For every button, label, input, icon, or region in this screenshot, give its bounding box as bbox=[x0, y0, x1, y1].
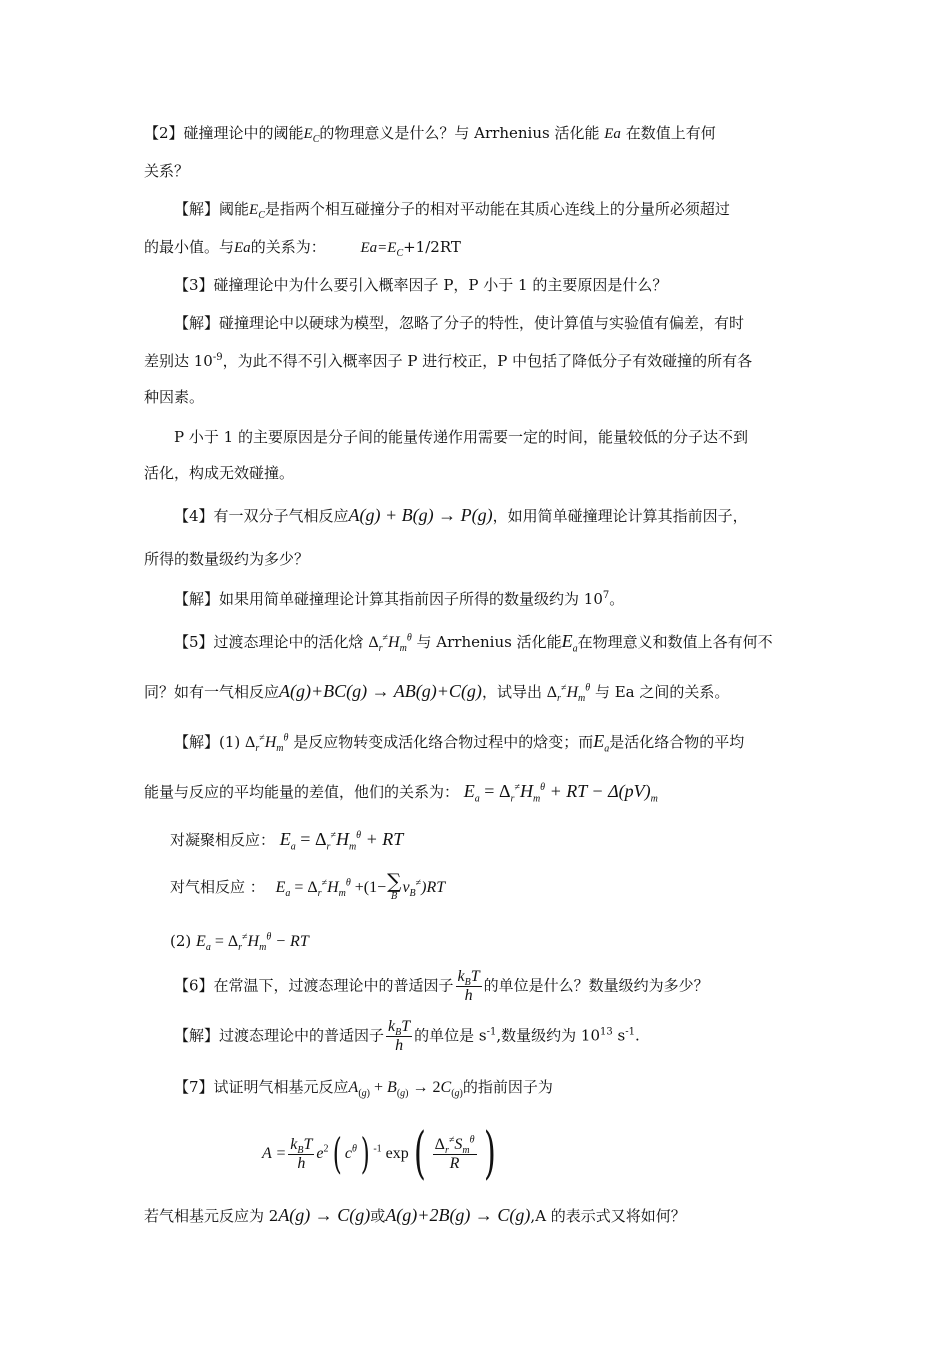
q5-reaction: A(g)+BC(g) → AB(g)+C(g) bbox=[279, 681, 482, 701]
q7-last-line: 若气相基元反应为 2A(g) → C(g)或A(g)+2B(g) → C(g),A 的表示式又将如何？ bbox=[144, 1205, 686, 1225]
activation-enthalpy-symbol: $\Delta_r^\ne H_m^\theta$ bbox=[368, 632, 412, 655]
q4-reaction: A(g) + B(g) → P(g) bbox=[348, 505, 493, 525]
q5-relation-general: $E_a = \Delta_r^\ne H_m^\theta$ + RT − $\Delta(pV)_m$ bbox=[463, 781, 658, 805]
summation-symbol: ∑ B bbox=[387, 869, 402, 902]
q2-line1: 【2】碰撞理论中的阈能$E_C$的物理意义是什么？与 Arrhenius 活化能 Ea 在数值上有何 bbox=[144, 124, 716, 145]
q6-answer: 【解】过渡态理论中的普适因子 $\frac{k_BT}{h}$ 的单位是 $s^{-1}$,数量级约为 $10^{13}$ $s^{-1}$. bbox=[174, 1018, 640, 1054]
q4-answer: 【解】如果用简单碰撞理论计算其指前因子所得的数量级约为 $10^7$。 bbox=[174, 590, 625, 608]
q2-relation: Ea=E bbox=[360, 240, 397, 256]
q3-line1: 【3】碰撞理论中为什么要引入概率因子 P，P 小于 1 的主要原因是什么？ bbox=[174, 276, 668, 294]
q4-line2: 所得的数量级约为多少？ bbox=[144, 550, 310, 568]
universal-factor-fraction: $\frac{k_BT}{h}$ bbox=[457, 968, 480, 1004]
q3-answer-line3: 种因素。 bbox=[144, 388, 205, 406]
q7-reaction: $A_{(g)} + B_{(g)} \to 2C_{(g)}$ bbox=[348, 1079, 463, 1100]
q3-answer-line5: 活化，构成无效碰撞。 bbox=[144, 464, 295, 482]
q7-preexponential-equation: A = $\frac{k_BT}{h}$ $e^2$ ( $c^\theta$ ) $^{-1}$ exp ( $\frac{\Delta_r^\ne S_m^\theta}{R}$ ) bbox=[262, 1121, 496, 1186]
q5-condensed-phase: 对凝聚相反应： $E_a = \Delta_r^\ne H_m^\theta$ + RT bbox=[170, 829, 404, 853]
q2-line2: 关系？ bbox=[144, 162, 190, 180]
q5-line2: 同？如有一气相反应A(g)+BC(g) → AB(g)+C(g)，试导出 $\Delta_r^\ne H_m^\theta$ 与 Ea 之间的关系。 bbox=[144, 681, 730, 705]
ea-symbol: $E_a$ bbox=[561, 631, 578, 655]
q5-part2: (2) $E_a = \Delta_r^\ne H_m^\theta$ − RT bbox=[170, 931, 309, 954]
q5-gas-phase: 对气相反应 ： $E_a = \Delta_r^\ne H_m^\theta +(1-$ ∑ B $\nu_B^\ne)RT$ bbox=[170, 869, 446, 902]
q5-line1: 【5】过渡态理论中的活化焓 $\Delta_r^\ne H_m^\theta$ 与 Arrhenius 活化能$E_a$在物理意义和数值上各有何不 bbox=[174, 631, 773, 655]
q2-answer-line1: 【解】阈能$E_C$是指两个相互碰撞分子的相对平动能在其质心连线上的分量所必须超过 bbox=[174, 200, 730, 221]
q3-answer-line2: 差别达 $10^{-9}$，为此不得不引入概率因子 P 进行校正，P 中包括了降低分子有效碰撞的所有各 bbox=[144, 352, 753, 370]
q4-line1: 【4】有一双分子气相反应A(g) + B(g) → P(g)，如用简单碰撞理论计算其指前因子， bbox=[174, 505, 748, 525]
q6-line1: 【6】在常温下，过渡态理论中的普适因子 $\frac{k_BT}{h}$ 的单位是什么？数量级约为多少？ bbox=[174, 968, 709, 1004]
q3-answer-line1: 【解】碰撞理论中以硬球为模型，忽略了分子的特性，使计算值与实验值有偏差，有时 bbox=[174, 314, 745, 332]
q5-answer-line1: 【解】(1) $\Delta_r^\ne H_m^\theta$ 是反应物转变成活化络合物过程中的焓变；而$E_a$是活化络合物的平均 bbox=[174, 731, 745, 755]
q2-answer-line2: 的最小值。与Ea的关系为： $Ea=E_C+1/2RT$ bbox=[144, 238, 461, 259]
q3-answer-line4: P 小于 1 的主要原因是分子间的能量传递作用需要一定的时间，能量较低的分子达不到 bbox=[174, 428, 748, 446]
q5-answer-line2: 能量与反应的平均能量的差值，他们的关系为： $E_a = \Delta_r^\ne H_m^\theta$ + RT − $\Delta(pV)_m$ bbox=[144, 781, 658, 805]
q7-line1: 【7】试证明气相基元反应$A_{(g)} + B_{(g)} \to 2C_{(g)}$的指前因子为 bbox=[174, 1078, 553, 1100]
